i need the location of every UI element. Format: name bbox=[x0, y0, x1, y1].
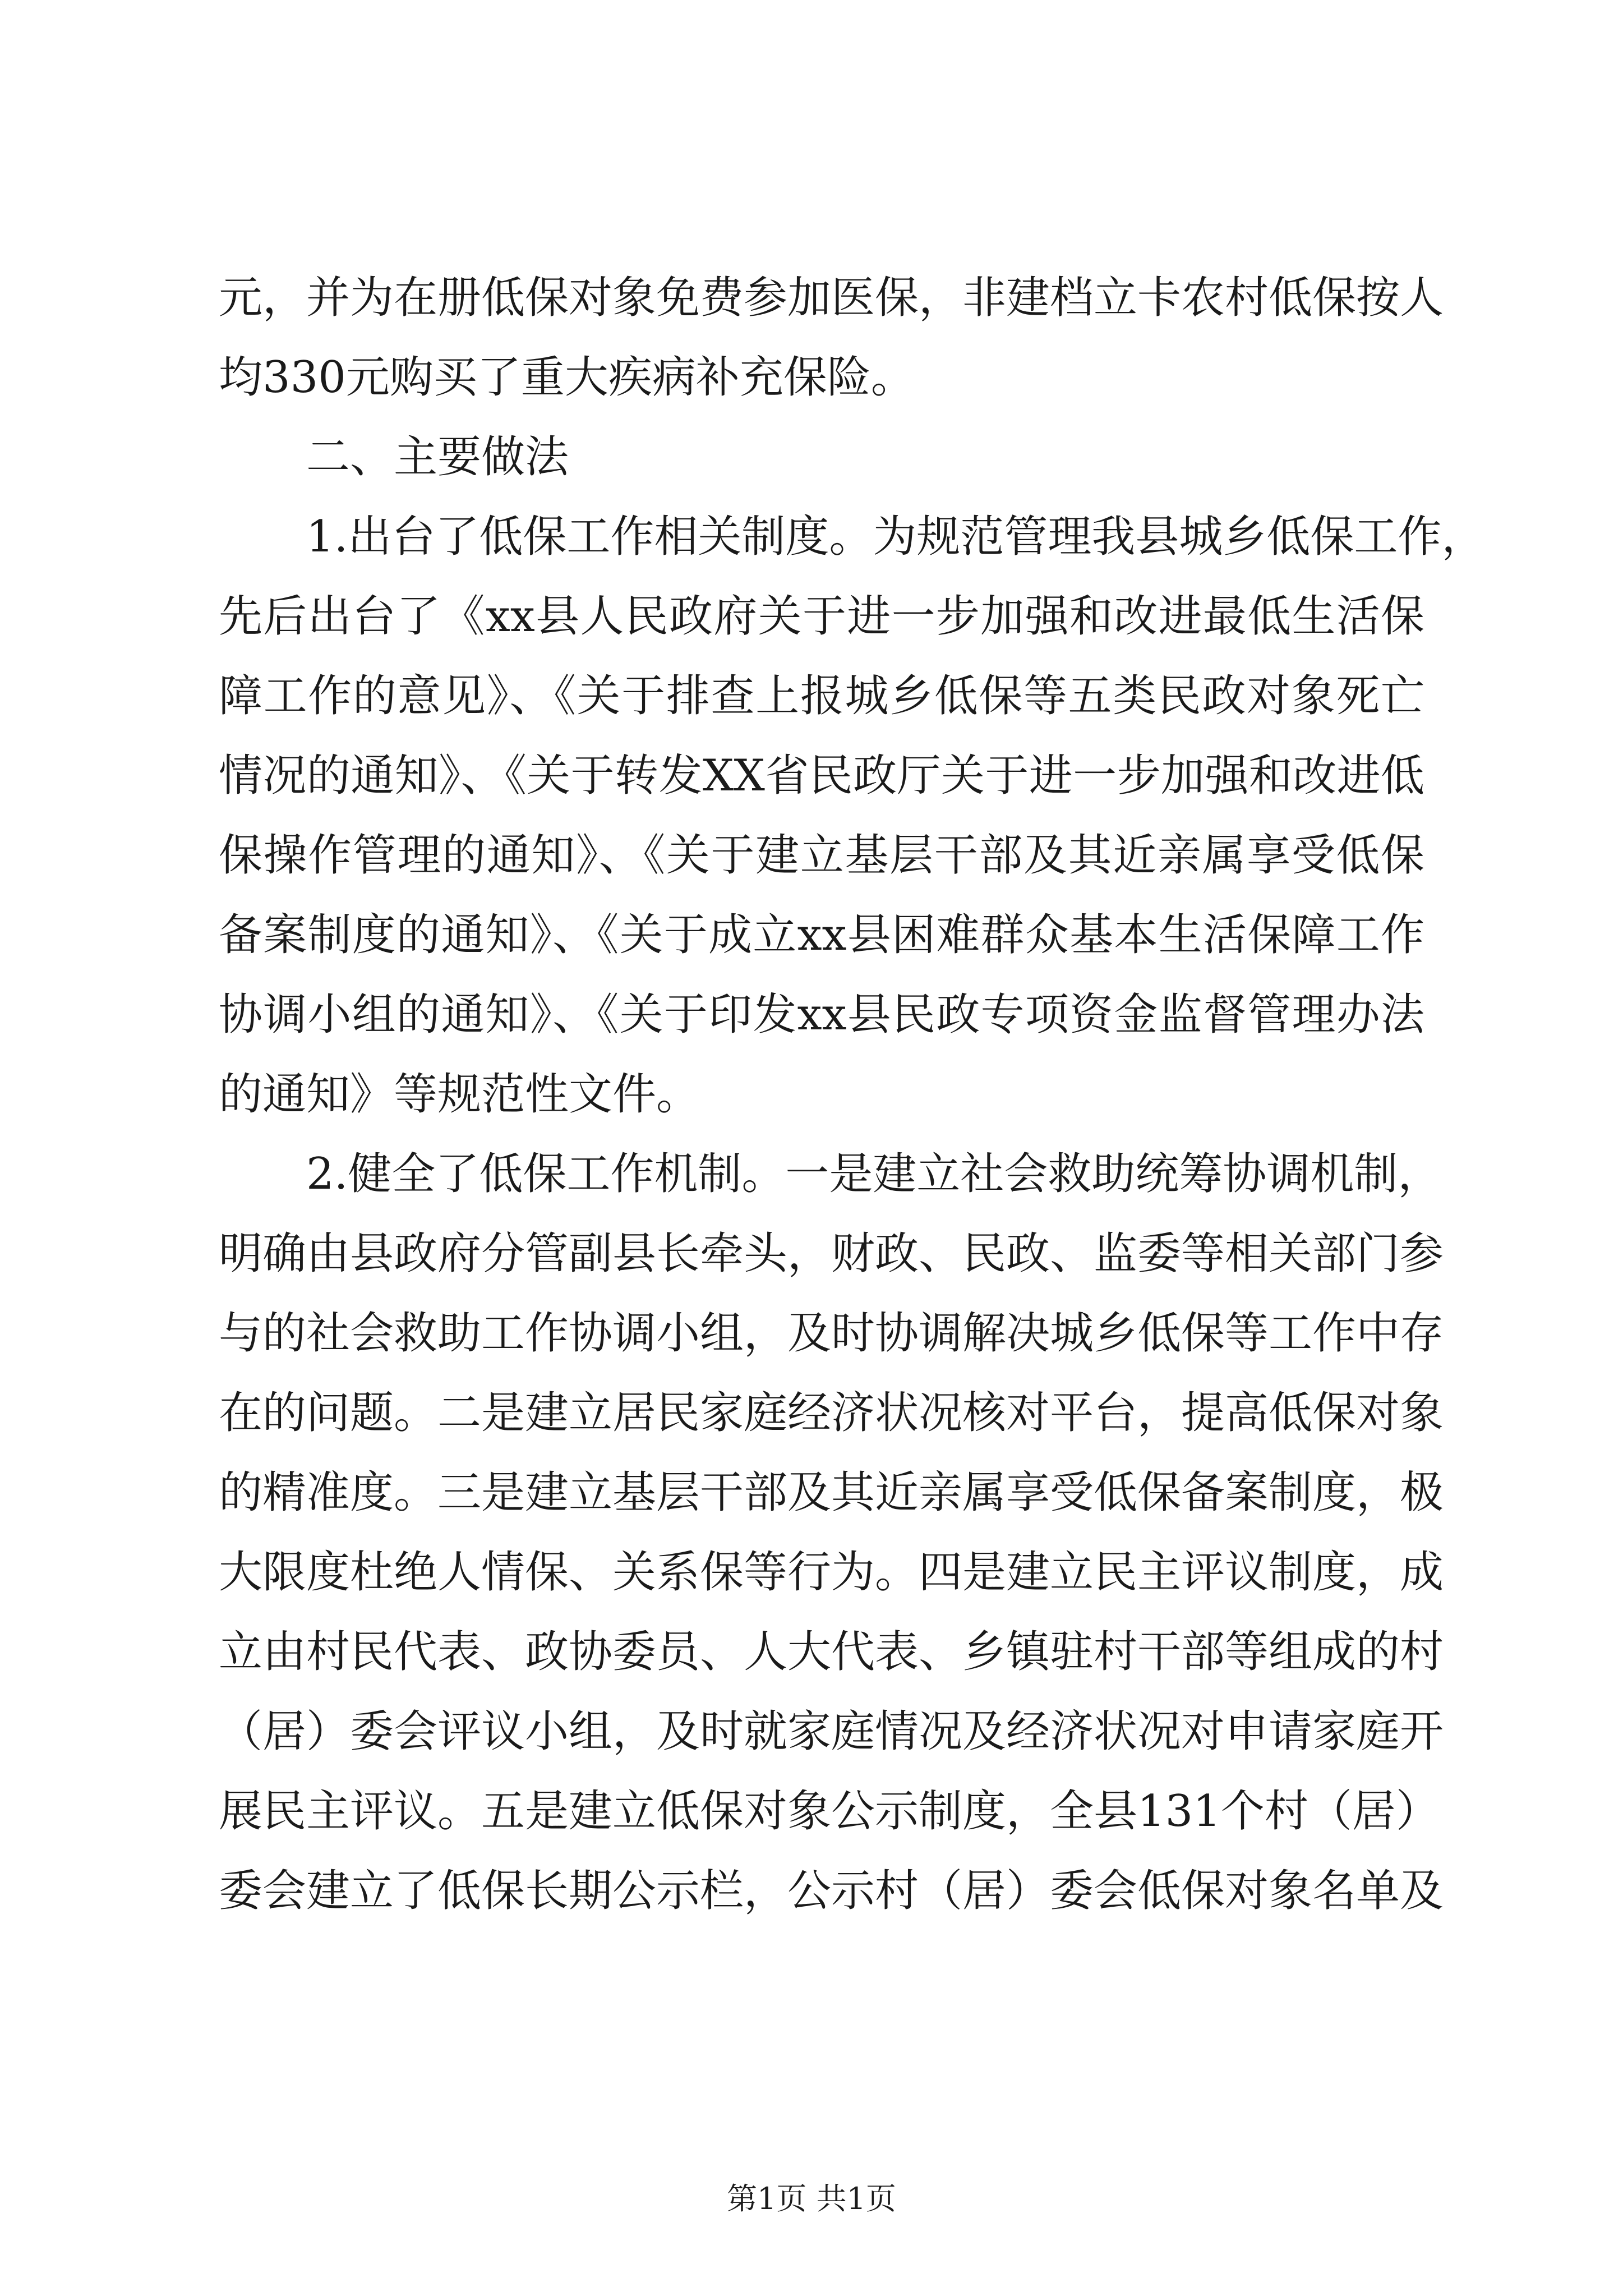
text-line: 的通知》等规范性文件。 bbox=[219, 1069, 700, 1120]
text-line: 情况的通知》、《关于转发XX省民政厅关于进一步加强和改进低 bbox=[219, 751, 1424, 801]
text-line: 大限度杜绝人情保、关系保等行为。四是建立民主评议制度，成 bbox=[219, 1547, 1444, 1598]
text-line: 均330元购买了重大疾病补充保险。 bbox=[219, 352, 915, 403]
text-line: 立由村民代表、政协委员、人大代表、乡镇驻村干部等组成的村 bbox=[219, 1627, 1444, 1677]
text-line: 展民主评议。五是建立低保对象公示制度，全县131个村（居） bbox=[219, 1786, 1440, 1837]
text-line: 协调小组的通知》、《关于印发xx县民政专项资金监督管理办法 bbox=[219, 990, 1424, 1040]
text-line: 与的社会救助工作协调小组，及时协调解决城乡低保等工作中存 bbox=[219, 1308, 1444, 1359]
text-line: （居）委会评议小组，及时就家庭情况及经济状况对申请家庭开 bbox=[219, 1706, 1444, 1757]
text-line: 备案制度的通知》、《关于成立xx县困难群众基本生活保障工作 bbox=[219, 910, 1424, 960]
text-line: 障工作的意见》、《关于排查上报城乡低保等五类民政对象死亡 bbox=[219, 671, 1424, 721]
text-line: 委会建立了低保长期公示栏，公示村（居）委会低保对象名单及 bbox=[219, 1866, 1444, 1916]
text-line: 在的问题。二是建立居民家庭经济状况核对平台，提高低保对象 bbox=[219, 1388, 1444, 1438]
text-line: 明确由县政府分管副县长牵头，财政、民政、监委等相关部门参 bbox=[219, 1228, 1444, 1279]
text-line: 先后出台了《xx县人民政府关于进一步加强和改进最低生活保 bbox=[219, 591, 1424, 642]
text-line: 的精准度。三是建立基层干部及其近亲属享受低保备案制度，极 bbox=[219, 1467, 1444, 1518]
text-line: 二、主要做法 bbox=[306, 432, 569, 482]
text-line: 1.出台了低保工作相关制度。为规范管理我县城乡低保工作， bbox=[306, 512, 1486, 562]
text-line: 保操作管理的通知》、《关于建立基层干部及其近亲属享受低保 bbox=[219, 830, 1424, 881]
text-line: 2.健全了低保工作机制。一是建立社会救助统筹协调机制， bbox=[306, 1149, 1442, 1199]
text-line: 元，并为在册低保对象免费参加医保，非建档立卡农村低保按人 bbox=[219, 273, 1444, 323]
page-footer: 第1页 共1页 bbox=[727, 2181, 896, 2216]
document-body bbox=[219, 258, 1486, 1931]
